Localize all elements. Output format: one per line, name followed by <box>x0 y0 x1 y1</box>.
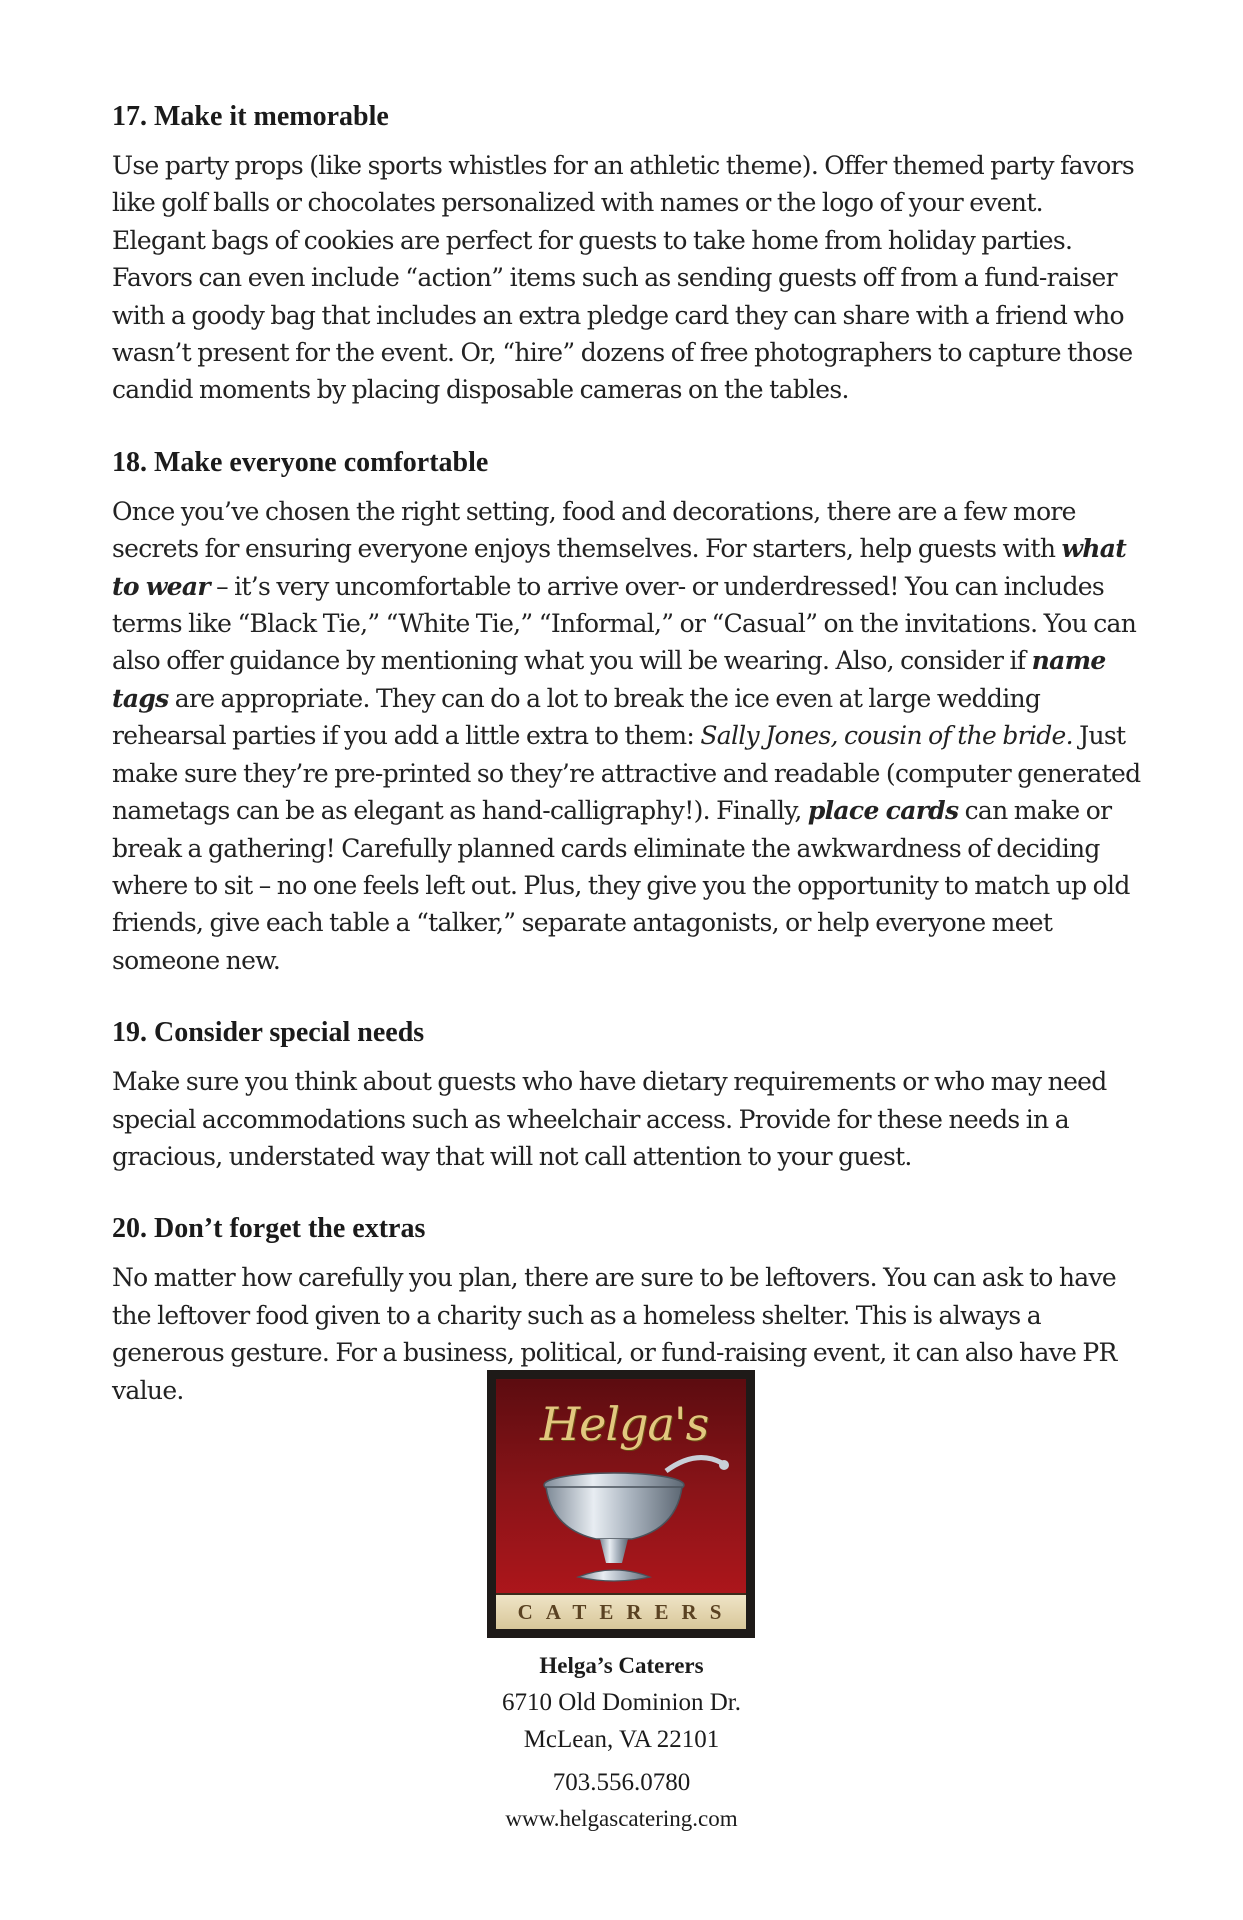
article <box>112 100 1142 1446</box>
logo-background <box>496 1379 746 1629</box>
section-18 <box>112 446 1142 979</box>
body-text: – it’s very uncomfortable to arrive over- or underdressed! You can includes terms like “Black Tie,” “White Tie,” “Informal,” or “Casual” on the invitations. You can also offer guidance by mentioning what you will be wearing. Also, consider if <box>112 571 1137 676</box>
section-19 <box>112 1016 1142 1175</box>
section-body: No matter how carefully you plan, there are sure to be leftovers. You can ask to have the leftover food given to a charity such as a homeless shelter. This is always a generous gesture. For a business, political, or fund-raising event, it can also have PR value. <box>112 1263 1117 1405</box>
section-heading: 20. Don’t forget the extras <box>112 1213 426 1245</box>
body-text: Just make sure they’re pre-printed so they’re attractive and readable (computer generated nametags can be as elegant as hand-calligraphy!). Finally, <box>112 721 1141 826</box>
body-text: Once you’ve chosen the right setting, food and decorations, there are a few more secrets for ensuring everyone enjoys themselves. For starters, help guests with <box>112 496 1076 564</box>
tureen-icon <box>496 1379 746 1629</box>
logo-band <box>496 1593 746 1629</box>
website-link[interactable]: www.helgascatering.com <box>505 1806 738 1831</box>
section-17 <box>112 100 1142 409</box>
logo-script-text: Helga's <box>540 1397 709 1451</box>
section-body: Use party props (like sports whistles for an athletic theme). Offer themed party favors like golf balls or chocolates personalized with names or the logo of your event. Elegant bags of cookies are perfect for guests to take home from holiday parties. Favors can even include “action” items such as sending guests off from a fund-raiser with a goody bag that includes an extra pledge card they can share with a friend who wasn’t present for the event. Or, “hire” dozens of free photographers to capture those candid moments by placing disposable cameras on the tables. <box>112 151 1134 405</box>
example-name-tag: Sally Jones, cousin of the bride. <box>700 721 1073 751</box>
section-body <box>112 493 1142 979</box>
section-heading: 18. Make everyone comfortable <box>112 446 489 478</box>
emphasis-place-cards: place cards <box>807 796 959 826</box>
phone-number: 703.556.0780 <box>552 1769 691 1796</box>
section-body: Make sure you think about guests who have dietary requirements or who may need special accommodations such as wheelchair access. Provide for these needs in a gracious, understated way that will not call attention to your guest. <box>112 1067 1107 1171</box>
company-name: Helga’s Caterers <box>539 1653 704 1678</box>
section-heading: 19. Consider special needs <box>112 1017 425 1049</box>
body-text: can make or break a gathering! Carefully planned cards eliminate the awkwardness of deciding where to sit – no one feels left out. Plus, they give you the opportunity to match up old friends, give each table a “talker,” separate antagonists, or help everyone meet someone new. <box>112 796 1130 975</box>
address-line-1: 6710 Old Dominion Dr. <box>502 1689 741 1716</box>
body-text: are appropriate. They can do a lot to break the ice even at large wedding rehearsal parties if you add a little extra to them: <box>112 683 1041 751</box>
emphasis-name-tags: name tags <box>112 646 1106 713</box>
helgas-caterers-logo <box>487 1370 755 1638</box>
section-heading: 17. Make it memorable <box>112 101 389 132</box>
emphasis-what-to-wear: what to wear <box>112 534 1127 601</box>
address-line-2: McLean, VA 22101 <box>523 1726 720 1753</box>
logo-band-text: CATERERS <box>517 1599 735 1624</box>
